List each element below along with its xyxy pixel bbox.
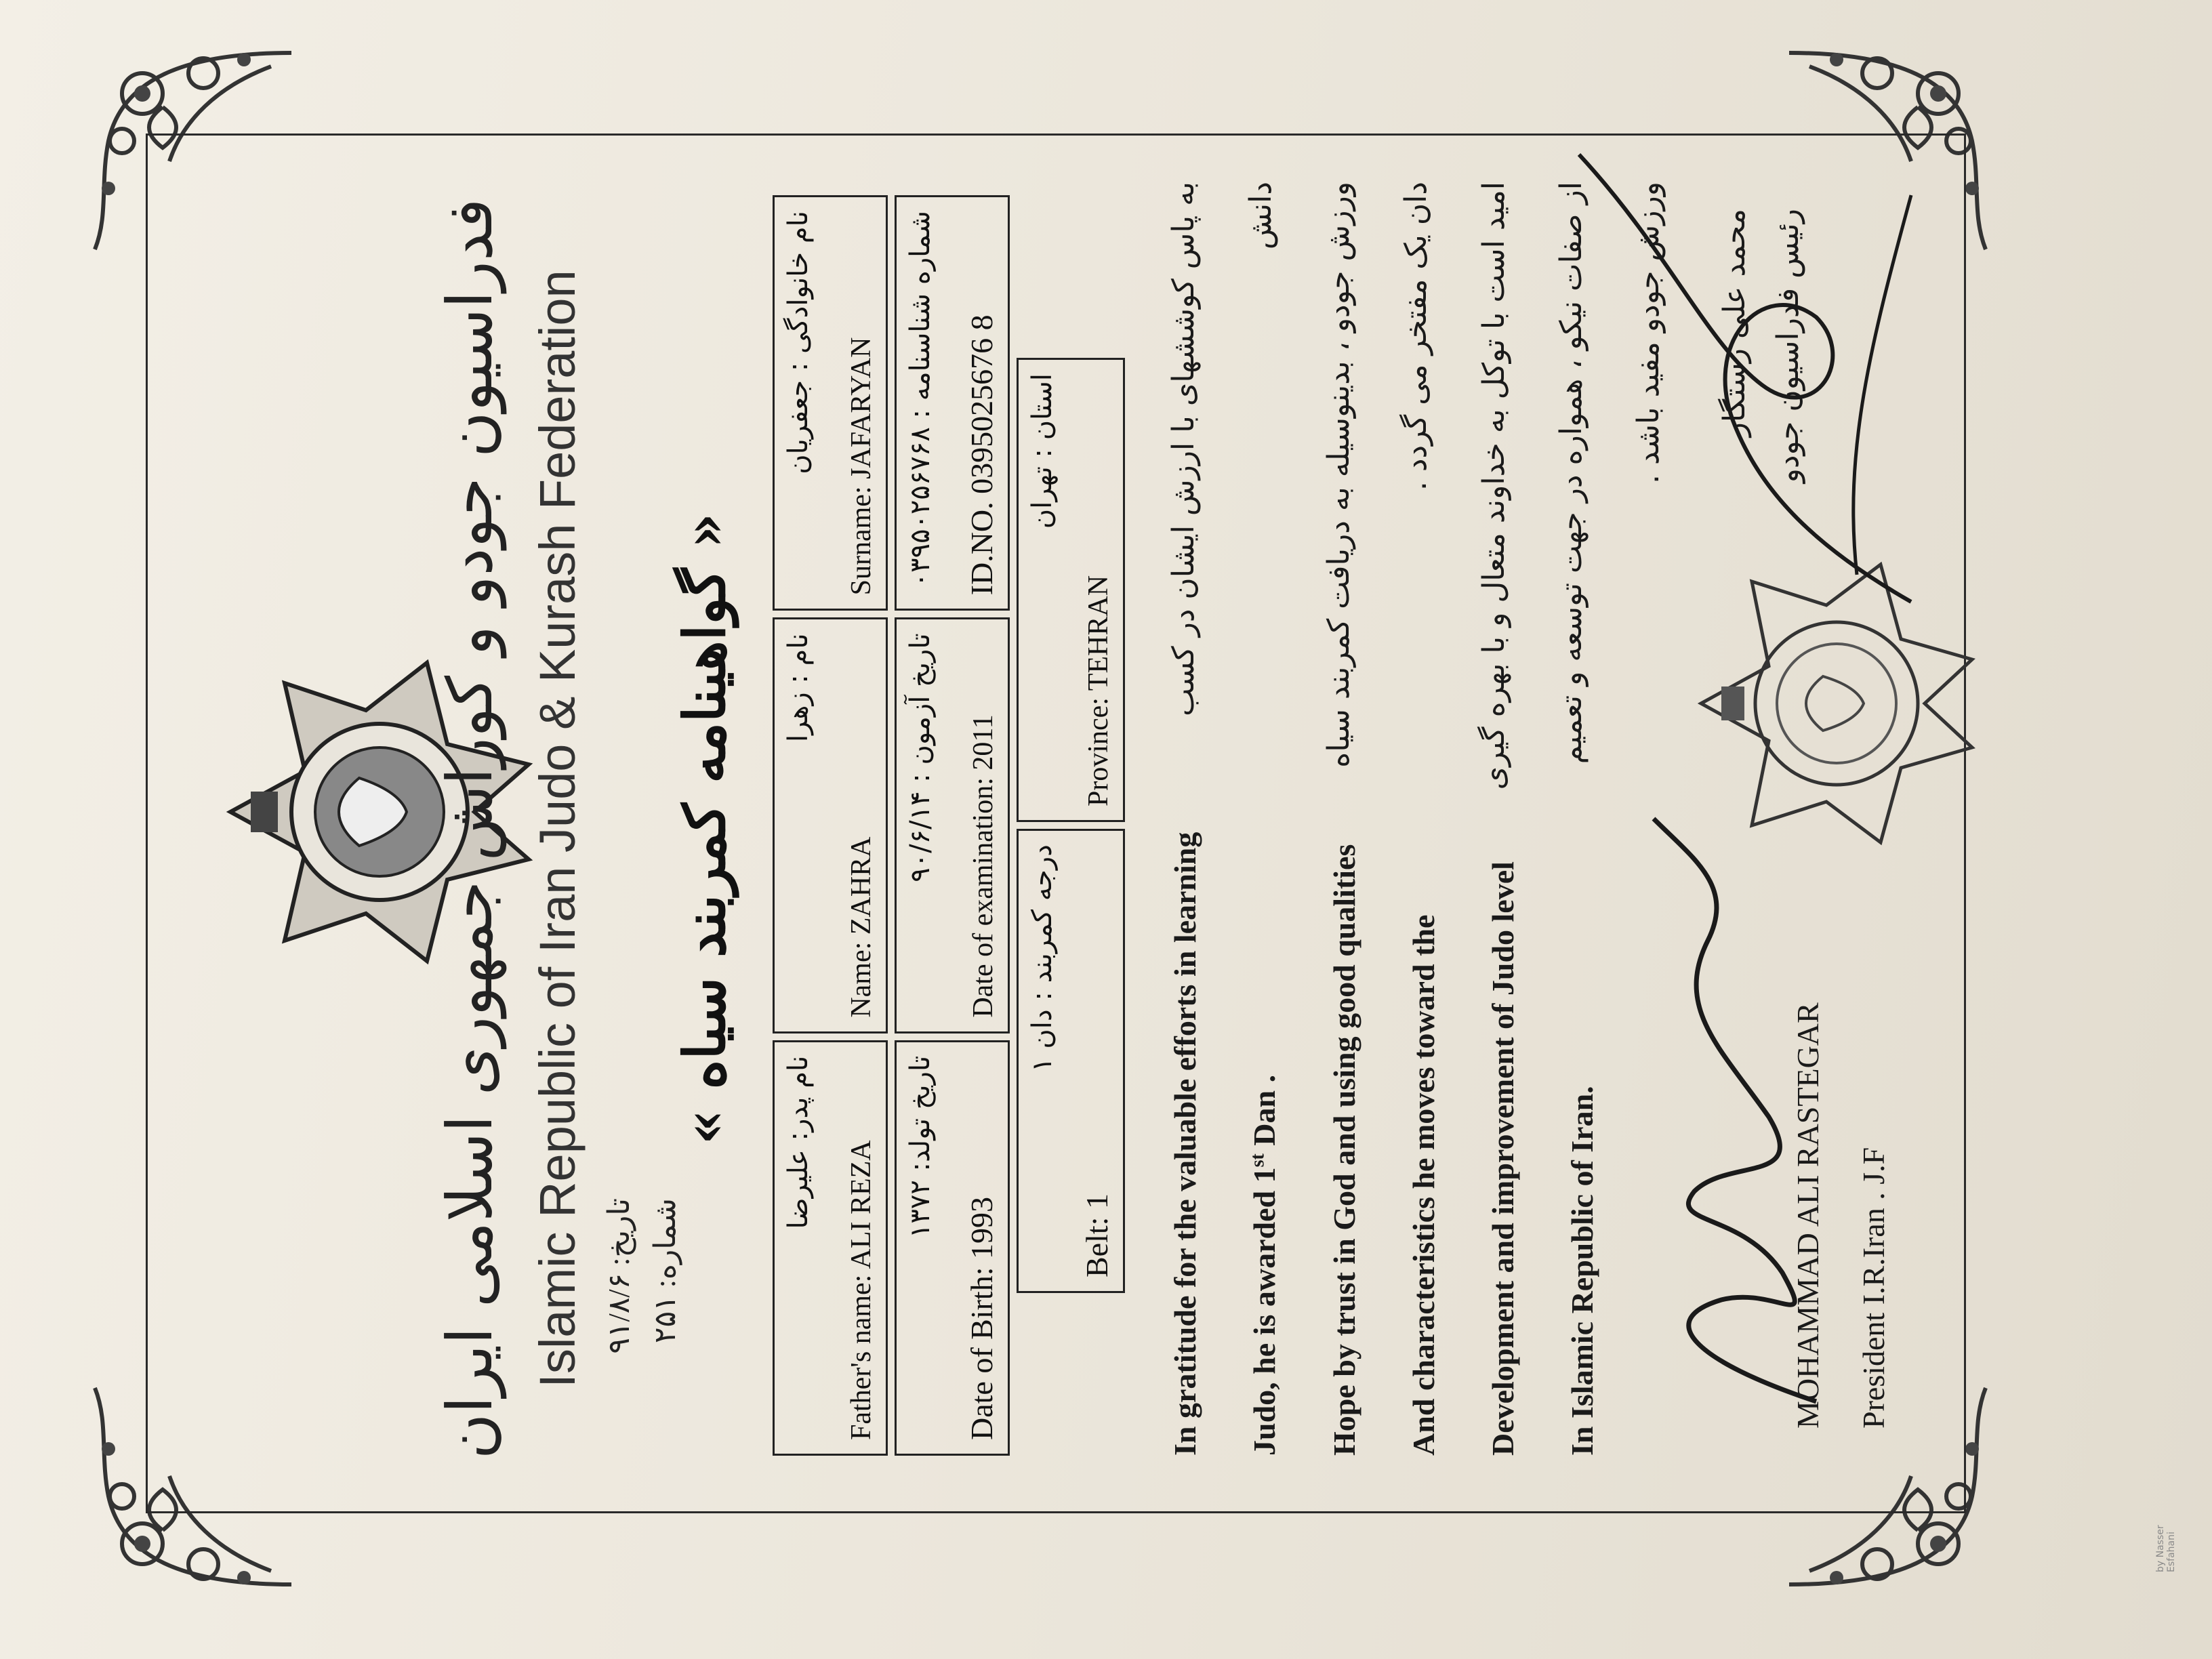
belt-persian: درجه کمربند : دان ۱: [1027, 844, 1058, 1072]
details-row: [773, 195, 888, 1456]
signatory-persian: [1708, 209, 1815, 493]
details-row: [895, 195, 1010, 1456]
ordinal-suffix: st: [1247, 1153, 1269, 1168]
signatory-english: [1776, 1002, 1906, 1429]
father-name-persian: نام پدر: علیرضا: [783, 1055, 814, 1229]
award-line: از صفات نیکو ، همواره در جهت توسعه و تعمیم: [1553, 182, 1589, 764]
signatory-name-english: MOHAMMAD ALI RASTEGAR: [1790, 1002, 1825, 1429]
award-line-part: Dan .: [1247, 1074, 1282, 1154]
birth-date-english: Date of Birth: 1993: [964, 1197, 999, 1440]
federation-name-english: Islamic Republic of Iran Judo & Kurash Federation: [529, 270, 586, 1388]
award-line: In Islamic Republic of Iran.: [1565, 1086, 1600, 1456]
exam-date-persian: تاریخ آزمون : ۹۰/۶/۱۴: [905, 633, 936, 882]
belt-cell: [1017, 829, 1125, 1293]
award-line: دان یک مفتخر می گردد .: [1399, 182, 1434, 491]
footer-credit: by Nasser Esfahani: [2155, 1525, 2177, 1572]
id-number-english: ID.NO. 0395025676 8: [964, 314, 999, 596]
award-line-part: Judo, he is awarded 1: [1247, 1167, 1282, 1456]
federation-name-persian: فدراسیون جودو و کوراش جمهوری اسلامی ایران: [434, 198, 506, 1460]
belt-english: Belt: 1: [1080, 1193, 1114, 1277]
surname-cell: [773, 195, 888, 611]
birth-date-cell: [895, 1040, 1010, 1456]
signatory-name-persian: محمد علی رستگار: [1717, 209, 1752, 437]
award-line: And characteristics he moves toward the: [1406, 914, 1441, 1456]
birth-date-persian: تاریخ تولد: ۱۳۷۲: [905, 1055, 936, 1239]
award-line: ورزش جودو ، بدینوسیله به دریافت کمربند سیاه: [1321, 182, 1356, 768]
name-english: Name: ZAHRA: [846, 836, 877, 1018]
award-line: Hope by trust in God and using good qualities: [1326, 844, 1361, 1456]
document-date: تاریخ: ۹۱/۸/۶: [602, 1198, 636, 1354]
award-line: امید است با توکل به خداوند متعال و با بهره گیری: [1476, 182, 1511, 790]
document-number: شماره: ۲۵۱: [649, 1198, 682, 1344]
province-persian: استان : تهران: [1027, 373, 1058, 529]
id-number-persian: شماره شناسنامه : ۰۳۹۵۰۲۵۶۷۶۸: [905, 211, 936, 588]
details-row: [1017, 195, 1125, 1456]
exam-date-cell: [895, 617, 1010, 1033]
name-cell: [773, 617, 888, 1033]
exam-date-english: Date of examination: 2011: [968, 714, 999, 1018]
province-cell: [1017, 358, 1125, 822]
name-persian: نام : زهرا: [783, 633, 814, 742]
award-line: ورزش جودو مفید باشد .: [1631, 182, 1666, 484]
surname-persian: نام خانوادگی : جعفریان: [783, 211, 814, 474]
award-text-english: [1145, 778, 1622, 1456]
surname-english: Surname: JAFARYAN: [846, 337, 877, 596]
signatory-title-english: President I.R.Iran . J.F: [1856, 1147, 1891, 1429]
province-english: Province: TEHRAN: [1083, 575, 1114, 806]
signatory-title-persian: رئیس فدراسیون جودو: [1771, 209, 1806, 483]
award-line: Development and improvement of Judo level: [1486, 861, 1521, 1456]
id-number-cell: [895, 195, 1010, 611]
holder-details-grid: [773, 195, 1125, 1456]
award-line: In gratitude for the valuable efforts in learning: [1168, 832, 1202, 1456]
certificate-title: « گواهینامه کمربند سیاه »: [671, 512, 738, 1145]
award-line: [1225, 778, 1304, 1456]
award-line: به پاس کوششهای با ارزش ایشان در کسب دانش: [1166, 182, 1279, 716]
father-name-english: Father's name: ALI REZA: [846, 1140, 877, 1440]
father-name-cell: [773, 1040, 888, 1456]
